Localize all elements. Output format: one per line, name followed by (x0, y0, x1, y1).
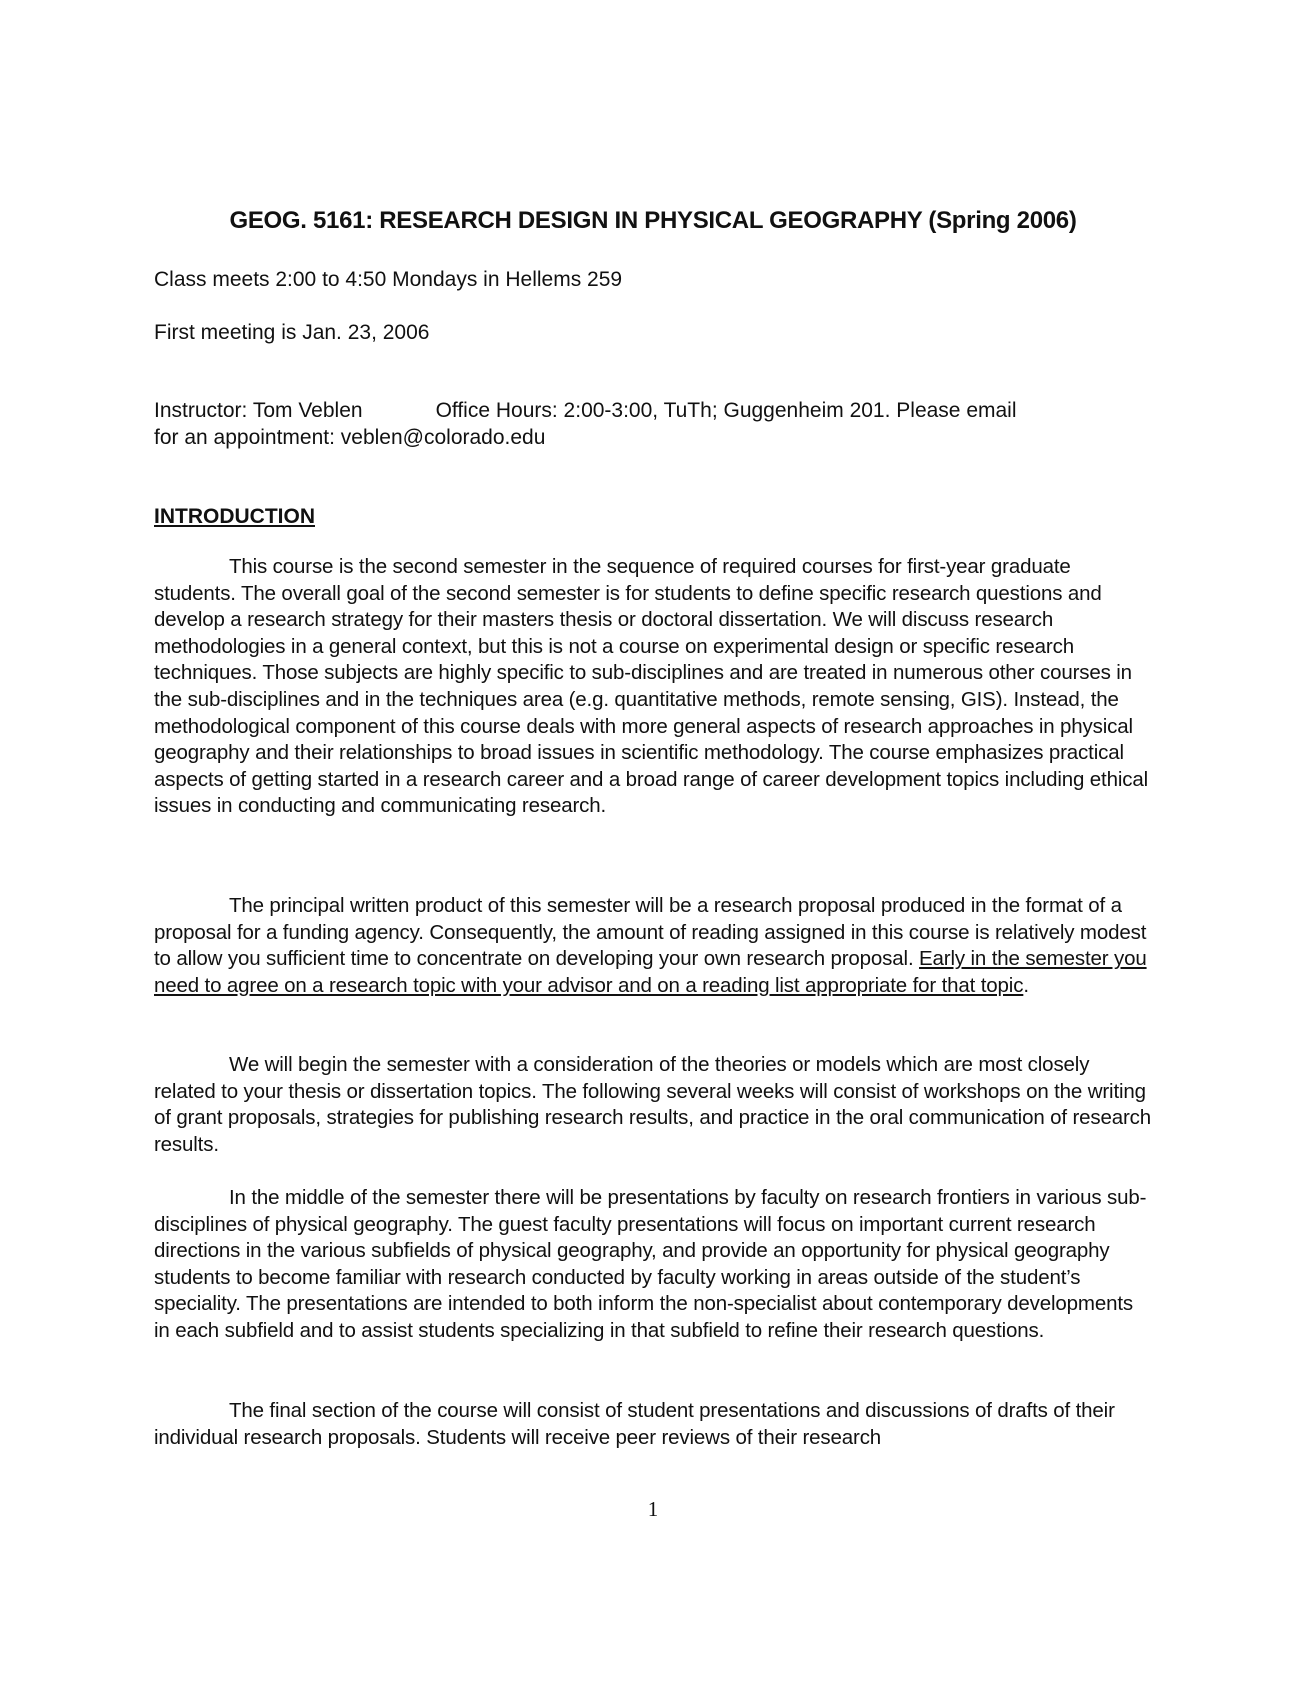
paragraph-2-text: The principal written product of this semester will be a research proposal produced in the format of a proposal for a funding agency. Consequently, the amount of reading assigned in this course is relatively modest to allow you sufficient time to concentrate on developing your own research proposal. (154, 894, 1147, 971)
intro-paragraph-3: We will begin the semester with a consideration of the theories or models which are most closely related to your thesis or dissertation topics. The following several weeks will consist of workshops on the writing of grant proposals, strategies for publishing research results, and practice in the oral communication of research results. (154, 1053, 1152, 1156)
appointment-email: for an appointment: veblen@colorado.edu (154, 426, 546, 449)
section-heading-introduction: INTRODUCTION (154, 505, 315, 528)
intro-paragraph-2 (154, 893, 1154, 999)
intro-paragraph-4: In the middle of the semester there will be presentations by faculty on research frontiers in various sub-disciplines of physical geography. The guest faculty presentations will focus on important current research directions in the various subfields of physical geography, and provide an opportunity for physical geography students to become familiar with research conducted by faculty working in areas outside of the student’s speciality. The presentations are intended to both inform the non-specialist about contemporary developments in each subfield and to assist students specializing in that subfield to refine their research questions. (154, 1186, 1147, 1342)
paragraph-2-end: . (1023, 973, 1029, 997)
class-meets-line: Class meets 2:00 to 4:50 Mondays in Hellems 259 (154, 268, 623, 291)
intro-paragraph-5: The final section of the course will consist of student presentations and discussions of drafts of their individual research proposals. Students will receive peer reviews of their research (154, 1399, 1115, 1449)
document-title: GEOG. 5161: RESEARCH DESIGN IN PHYSICAL GEOGRAPHY (Spring 2006) (229, 207, 1077, 234)
office-hours: Office Hours: 2:00-3:00, TuTh; Guggenheim 201. Please email (435, 399, 1017, 422)
paragraph-2-underlined-text: Early in the semester you need to agree on a research topic with your advisor and on a reading list appropriate for that topic (154, 947, 1147, 997)
first-meeting-line: First meeting is Jan. 23, 2006 (154, 321, 430, 344)
page-number: 1 (647, 1497, 659, 1521)
instructor-name: Instructor: Tom Veblen (154, 399, 363, 422)
instructor-info (154, 397, 1154, 451)
intro-paragraph-1: This course is the second semester in the sequence of required courses for first-year graduate students. The overall goal of the second semester is for students to define specific research questions and develop a research strategy for their masters thesis or doctoral dissertation. We will discuss research methodologies in a general context, but this is not a course on experimental design or specific research techniques. Those subjects are highly specific to sub-disciplines and are treated in numerous other courses in the sub-disciplines and in the techniques area (e.g. quantitative methods, remote sensing, GIS). Instead, the methodological component of this course deals with more general aspects of research approaches in physical geography and their relationships to broad issues in scientific methodology. The course emphasizes practical aspects of getting started in a research career and a broad range of career development topics including ethical issues in conducting and communicating research. (154, 555, 1148, 818)
